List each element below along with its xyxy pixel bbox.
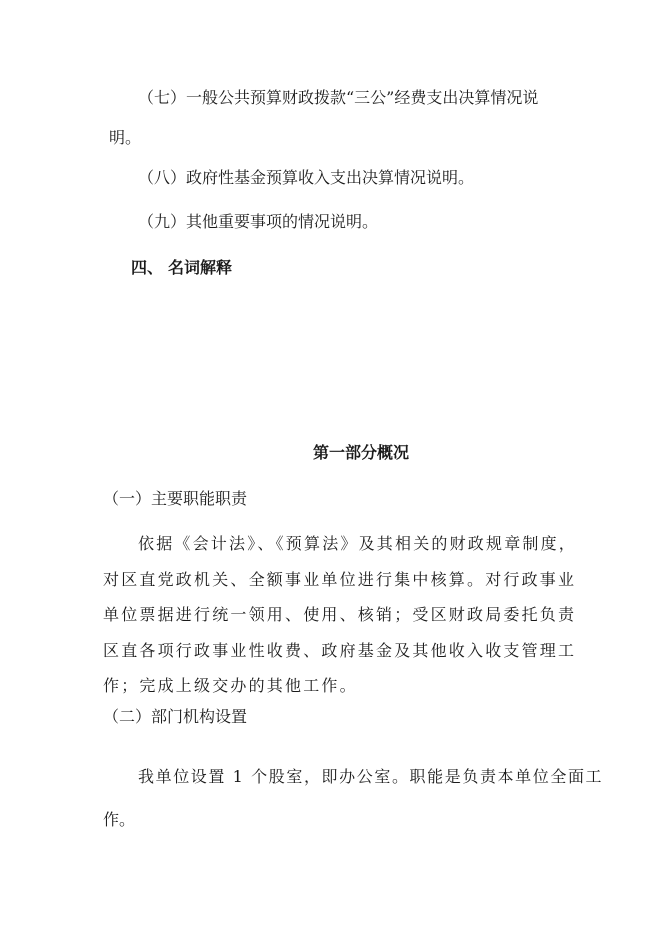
toc-item-7-line-1: （七）一般公共预算财政拨款“三公”经费支出决算情况说 <box>138 88 539 107</box>
subsection-1-para-line-3: 单位票据进行统一领用、使用、核销；受区财政局委托负责 <box>103 605 577 624</box>
subsection-2-heading: （二）部门机构设置 <box>103 707 248 726</box>
subsection-2-para-line-2: 作。 <box>103 810 136 829</box>
subsection-1-para-line-4: 区直各项行政事业性收费、政府基金及其他收入收支管理工 <box>103 641 577 660</box>
section-4-number: 四、 <box>131 258 164 277</box>
subsection-1-para-line-5: 作；完成上级交办的其他工作。 <box>103 676 358 695</box>
subsection-2-para-line-1: 我单位设置 1 个股室，即办公室。职能是负责本单位全面工 <box>138 767 604 786</box>
subsection-1-para-line-1: 依据《会计法》、《预算法》及其相关的财政规章制度， <box>138 534 578 553</box>
part-1-title: 第一部分概况 <box>313 443 410 462</box>
subsection-1-para-line-2: 对区直党政机关、全额事业单位进行集中核算。对行政事业 <box>103 570 577 589</box>
toc-item-7-line-2: 明。 <box>109 128 142 147</box>
toc-item-8: （八）政府性基金预算收入支出决算情况说明。 <box>138 168 475 187</box>
subsection-1-heading: （一）主要职能职责 <box>103 489 248 508</box>
toc-item-9: （九）其他重要事项的情况说明。 <box>138 212 379 231</box>
section-4-title: 名词解释 <box>168 258 233 277</box>
